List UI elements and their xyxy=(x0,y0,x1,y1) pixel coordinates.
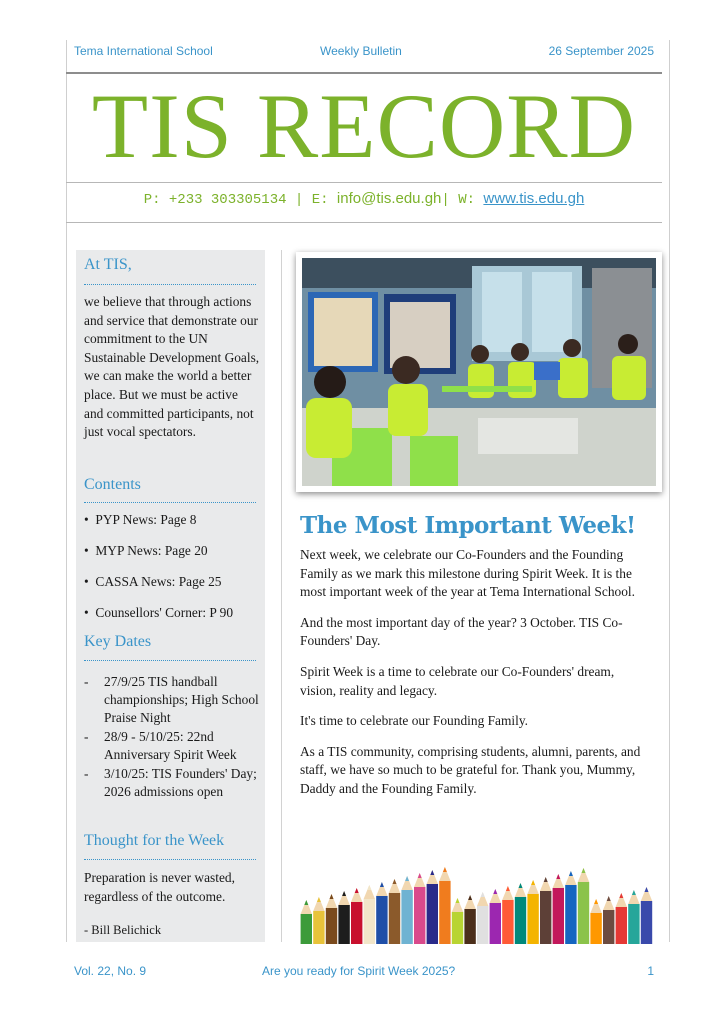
pencil-body xyxy=(389,893,400,944)
pencil-lead xyxy=(619,893,623,898)
pencil-body xyxy=(553,888,564,944)
key-date-item: - 27/9/25 TIS handball championships; High School Praise Night xyxy=(84,674,259,725)
website-link[interactable]: www.tis.edu.gh xyxy=(483,190,585,207)
masthead-title: TIS RECORD xyxy=(91,75,637,177)
pencil-body xyxy=(351,902,362,944)
article-body xyxy=(300,546,650,811)
key-dates-title: Key Dates xyxy=(84,633,152,650)
pencil-lead xyxy=(330,894,334,899)
pencil-body xyxy=(301,914,312,944)
pencil-lead xyxy=(468,895,472,900)
thought-author: - Bill Belichick xyxy=(84,923,162,937)
pencil-body xyxy=(427,884,438,944)
pencil-body xyxy=(628,904,639,944)
key-dates-list xyxy=(84,673,260,802)
key-date-item: - 28/9 - 5/10/25: 22nd Anniversary Spirit Week xyxy=(84,729,237,762)
pencil-lead xyxy=(405,876,409,881)
pencil-body xyxy=(540,891,551,944)
pencil-lead xyxy=(531,880,535,885)
thought-title: Thought for the Week xyxy=(84,832,225,849)
pencil-lead xyxy=(506,886,510,891)
dotted-divider xyxy=(84,660,256,661)
contact-web-prefix: | W: xyxy=(441,192,484,208)
colored-pencils-illustration xyxy=(300,856,656,944)
page-border-right xyxy=(669,40,670,942)
at-tis-title: At TIS, xyxy=(84,256,132,273)
article-paragraph: It's time to celebrate our Founding Family. xyxy=(300,713,529,729)
school-name: Tema International School xyxy=(74,44,213,58)
header-rule xyxy=(66,72,662,74)
dotted-divider xyxy=(84,284,256,285)
pencil-body xyxy=(603,910,614,944)
contents-item[interactable]: • CASSA News: Page 25 xyxy=(84,574,222,589)
pencil-lead xyxy=(430,870,434,875)
pencil-body xyxy=(477,906,488,944)
contact-email[interactable]: info@tis.edu.gh xyxy=(336,190,442,207)
contents-item[interactable]: • MYP News: Page 20 xyxy=(84,543,208,558)
pencil-body xyxy=(313,911,324,944)
bulletin-label: Weekly Bulletin xyxy=(320,44,402,58)
dotted-divider xyxy=(84,502,256,503)
pencil-body xyxy=(439,881,450,944)
pencil-body xyxy=(364,899,375,944)
contents-title: Contents xyxy=(84,476,141,493)
pencil-lead xyxy=(493,889,497,894)
pencil-lead xyxy=(380,882,384,887)
contents-item[interactable]: • PYP News: Page 8 xyxy=(84,512,197,527)
pencil-lead xyxy=(456,898,460,903)
pencil-body xyxy=(502,900,513,944)
pencil-body xyxy=(590,913,601,944)
masthead-rule-bottom xyxy=(66,182,662,183)
pencil-body xyxy=(464,909,475,944)
classroom-photo xyxy=(296,252,662,492)
contact-line xyxy=(66,190,662,208)
article-paragraph: As a TIS community, comprising students, alumni, parents, and staff, we have so much to be grateful for. Thank you, Mummy, Daddy and the Founding Family. xyxy=(300,743,641,796)
pencil-body xyxy=(616,907,627,944)
pencil-lead xyxy=(544,877,548,882)
article-paragraph: And the most important day of the year? 3 October. TIS Co-Founders' Day. xyxy=(300,614,623,649)
pencil-lead xyxy=(481,892,485,897)
pencil-lead xyxy=(645,887,649,892)
article-paragraph: Next week, we celebrate our Co-Founders and the Founding Family as we mark this milestone during Spirit Week. It is the most important week of the year at Tema International School. xyxy=(300,547,635,600)
pencil-body xyxy=(452,912,463,944)
pencil-lead xyxy=(519,883,523,888)
pencil-lead xyxy=(607,896,611,901)
contents-item[interactable]: • Counsellors' Corner: P 90 xyxy=(84,605,234,620)
pencil-body xyxy=(326,908,337,944)
pencil-lead xyxy=(367,885,371,890)
pencil-body xyxy=(578,882,589,944)
pencil-lead xyxy=(443,867,447,872)
sidebar xyxy=(76,250,265,942)
contact-phone: P: +233 303305134 | E: xyxy=(143,192,337,208)
pencil-lead xyxy=(342,891,346,896)
pencil-body xyxy=(565,885,576,944)
volume-number: Vol. 22, No. 9 xyxy=(74,964,147,978)
page-number: 1 xyxy=(647,964,654,978)
pencil-body xyxy=(490,903,501,944)
column-divider xyxy=(281,250,282,942)
pencil-lead xyxy=(556,874,560,879)
contact-rule xyxy=(66,222,662,223)
pencil-lead xyxy=(582,868,586,873)
article-title: The Most Important Week! xyxy=(300,512,636,539)
issue-date: 26 September 2025 xyxy=(548,44,654,58)
at-tis-text: we believe that through actions and service that demonstrate our commitment to the UN Sustainable Development Goals, we can make the world a better place. But we must be active and committed participants, not just vocal spectators. xyxy=(84,294,260,440)
pencil-body xyxy=(401,890,412,944)
pencil-lead xyxy=(632,890,636,895)
classroom-photo-image xyxy=(302,258,656,486)
article-paragraph: Spirit Week is a time to celebrate our Co-Founders' dream, vision, reality and legacy. xyxy=(300,663,615,698)
pencil-body xyxy=(414,887,425,944)
pencil-body xyxy=(338,905,349,944)
pencil-lead xyxy=(393,879,397,884)
dotted-divider xyxy=(84,859,256,860)
footer-tagline: Are you ready for Spirit Week 2025? xyxy=(262,964,456,978)
key-date-item: - 3/10/25: TIS Founders' Day; 2026 admissions open xyxy=(84,766,257,799)
pencil-lead xyxy=(418,873,422,878)
top-bar xyxy=(74,44,654,62)
pencil-body xyxy=(641,901,652,944)
thought-quote: Preparation is never wasted, regardless of the outcome. xyxy=(84,870,235,904)
contents-list xyxy=(84,512,233,636)
pencil-lead xyxy=(355,888,359,893)
pencil-body xyxy=(515,897,526,944)
pencil-lead xyxy=(569,871,573,876)
pencil-body xyxy=(527,894,538,944)
pencil-lead xyxy=(304,900,308,905)
pencil-lead xyxy=(317,897,321,902)
pencil-lead xyxy=(594,899,598,904)
pencil-body xyxy=(376,896,387,944)
